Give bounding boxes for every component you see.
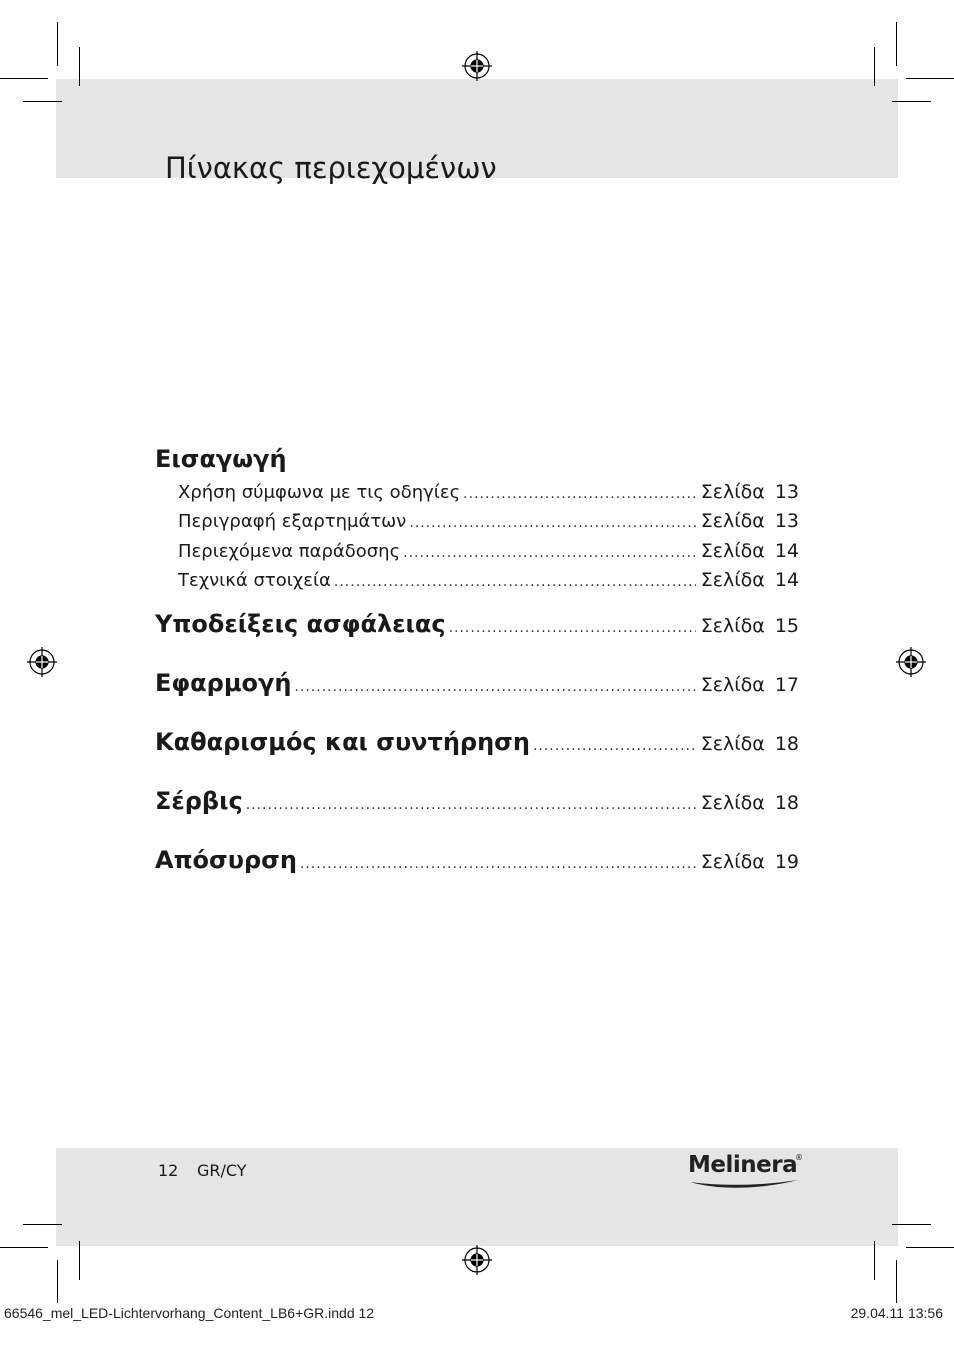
toc-entry-label: Χρήση σύμφωνα με τις οδηγίες <box>178 482 461 503</box>
toc-entry-label: Τεχνικά στοιχεία <box>178 569 331 591</box>
toc-section-page: Σελίδα 15 <box>700 615 799 638</box>
registration-mark-icon <box>462 1245 492 1275</box>
footer-page-number: 12 <box>158 1161 179 1180</box>
toc-section-label: Εφαρμογή <box>155 669 292 698</box>
registration-mark-icon <box>27 647 57 677</box>
toc-entry-page: Σελίδα 13 <box>700 510 799 533</box>
toc-entry-label: Περιεχόμενα παράδοσης <box>178 540 401 562</box>
registered-mark: ® <box>795 1153 803 1162</box>
toc-entry-page: Σελίδα 13 <box>700 481 799 503</box>
registration-mark-icon <box>462 51 492 81</box>
toc-entry-page: Σελίδα 14 <box>700 539 799 562</box>
print-slug-timestamp: 29.04.11 13:56 <box>850 1305 943 1321</box>
toc-section-label: Καθαρισμός και συντήρηση <box>155 728 530 757</box>
toc-section-page: Σελίδα 19 <box>700 851 799 874</box>
toc-section-page: Σελίδα 18 <box>700 792 799 815</box>
toc-section-page: Σελίδα 17 <box>700 674 799 697</box>
toc-section-label: Απόσυρση <box>155 846 297 875</box>
toc-heading-introduction: Εισαγωγή <box>155 445 287 473</box>
toc-entry-label: Περιγραφή εξαρτημάτων <box>178 511 407 533</box>
toc-entry-page: Σελίδα 14 <box>700 568 799 591</box>
print-slug-filename: 66546_mel_LED-Lichtervorhang_Content_LB6+GR.indd 12 <box>4 1305 375 1321</box>
page-title: Πίνακας περιεχομένων <box>165 151 497 186</box>
brand-name: Melinera <box>688 1152 798 1178</box>
registration-mark-icon <box>896 647 926 677</box>
toc-section-label: Υποδείξεις ασφάλειας <box>155 610 446 639</box>
toc-section-label: Σέρβις <box>155 787 243 816</box>
toc-section-page: Σελίδα 18 <box>700 733 799 756</box>
footer-language: GR/CY <box>197 1161 247 1180</box>
